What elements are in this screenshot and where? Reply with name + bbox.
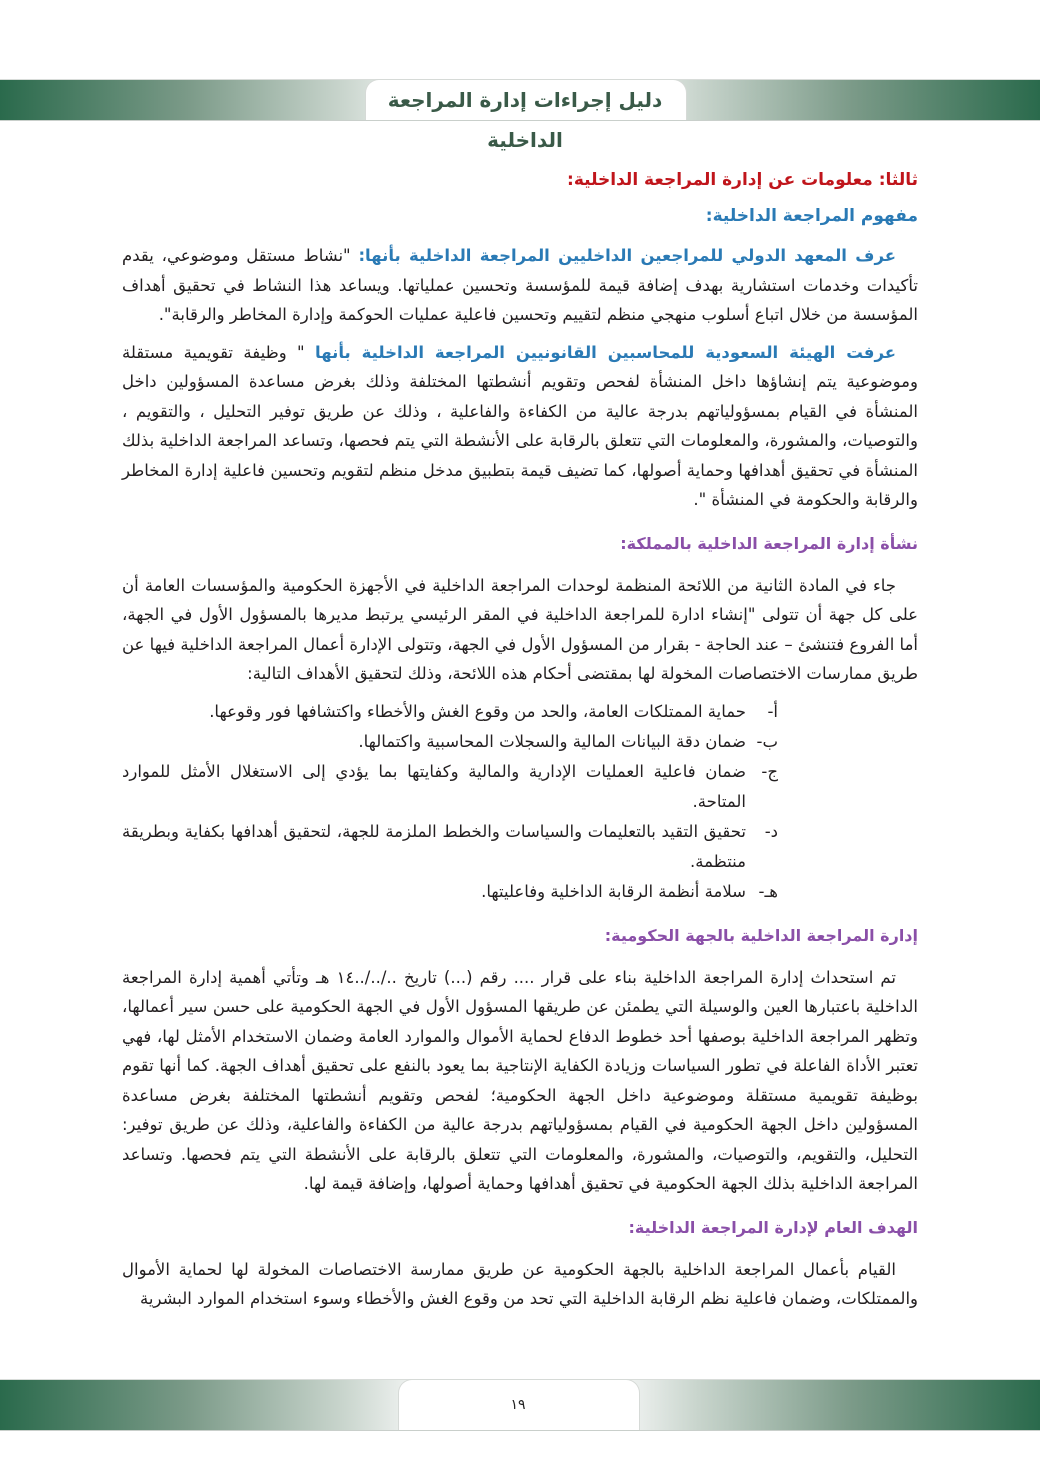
concept-paragraph-2 <box>122 338 918 515</box>
origin-paragraph: جاء في المادة الثانية من اللائحة المنظمة لوحدات المراجعة الداخلية في الأجهزة الحكومية والمؤسسات العامة أن على كل جهة أن تتولى "إنشاء ادارة للمراجعة الداخلية في المقر الرئيسي يرتبط مديرها بالمسؤول الأول في الجهة، أما الفروع فتنشئ – عند الحاجة - بقرار من المسؤول الأول في الجهة، وتتولى الإدارة أعمال المراجعة الداخلية فيها عن طريق ممارسات الاختصاصات المخولة لها بمقتضى أحكام هذه اللائحة، وذلك لتحقيق الأهداف التالية: <box>122 575 918 683</box>
goal-text: ضمان فاعلية العمليات الإدارية والمالية وكفايتها بما يؤدي إلى الاستغلال الأمثل للموارد المتاحة. <box>122 761 746 811</box>
general-goal-paragraph: القيام بأعمال المراجعة الداخلية بالجهة الحكومية عن طريق ممارسة الاختصاصات المخولة لها لحماية الأموال والممتلكات، وضمان فاعلية نظم الرقابة الداخلية التي تحد من وقوع الغش والأخطاء وسوء استخدام الموارد البشرية <box>122 1259 918 1308</box>
page-content <box>122 165 918 1322</box>
concept-paragraph-1 <box>122 241 918 330</box>
iia-definition-lead: عرف المعهد الدولي للمراجعين الداخليين المراجعة الداخلية بأنها: <box>358 246 896 265</box>
goal-text: تحقيق التقيد بالتعليمات والسياسات والخطط الملزمة للجهة، لتحقيق أهدافها بكفاية وبطريقة منتظمة. <box>122 821 746 871</box>
goal-item <box>122 817 778 877</box>
section-title: ثالثا: معلومات عن إدارة المراجعة الداخلية: <box>567 170 918 190</box>
goal-marker: ج- <box>761 761 778 781</box>
goal-marker: أ- <box>767 701 778 721</box>
origin-heading: نشأة إدارة المراجعة الداخلية بالمملكة: <box>620 533 918 553</box>
goal-item <box>122 877 778 907</box>
general-goal-heading: الهدف العام لإدارة المراجعة الداخلية: <box>628 1217 918 1237</box>
socpa-definition-body: " وظيفة تقويمية مستقلة وموضوعية يتم إنشاؤها داخل المنشأة لفحص وتقويم أنشطتها المختلفة وذلك بغرض مساعدة المسؤولين داخل المنشأة في القيام بمسؤولياتهم بدرجة عالية من الكفاءة والفاعلية ، وذلك عن طريق توفير التحليل ، والتقويم ، والتوصيات، والمشورة، والمعلومات التي تتعلق بالرقابة على الأنشطة التي يتم فحصها، وتساعد المراجعة الداخلية بذلك المنشأة في تحقيق أهدافها وحماية أصولها، كما تضيف قيمة بتطبيق مدخل منظم لتقويم وتحسين فاعلية إدارة المخاطر والرقابة والحكومة في المنشأة ". <box>122 342 918 509</box>
goal-marker: هـ- <box>758 881 778 901</box>
gov-entity-paragraph: تم استحداث إدارة المراجعة الداخلية بناء على قرار .... رقم (...) تاريخ ../../..١٤ هـ وتأتي أهمية إدارة المراجعة الداخلية باعتبارها العين والوسيلة التي يطمئن عن طريقها المسؤول الأول في الجهة الحكومية على حسن سير أعمالها، وتظهر المراجعة الداخلية بوصفها أحد خطوط الدفاع لحماية الأموال والموارد العامة وضمان الاستخدام الأمثل لها، فهي تعتبر الأداة الفاعلة في تطور السياسات وزيادة الكفاية الإنتاجية بما يعود بالنفع على تحقيق أهداف الجهة. كما أنها تقوم بوظيفة تقويمية مستقلة وموضوعية داخل الجهة الحكومية؛ لفحص وتقويم أنشطتها المختلفة بغرض مساعدة المسؤولين داخل الجهة الحكومية في القيام بمسؤولياتهم بدرجة عالية من الكفاءة والفاعلية، وذلك عن طريق توفير: التحليل، والتقويم، والتوصيات، والمشورة، والمعلومات التي تتعلق بالرقابة على الأنشطة التي يتم فحصها. وتساعد المراجعة الداخلية بذلك الجهة الحكومية في تحقيق أهدافها وحماية أصولها، وإضافة قيمة لها. <box>122 967 918 1193</box>
goal-text: ضمان دقة البيانات المالية والسجلات المحاسبية واكتمالها. <box>358 731 746 751</box>
goal-text: حماية الممتلكات العامة، والحد من وقوع الغش والأخطاء واكتشافها فور وقوعها. <box>209 701 746 721</box>
goal-item <box>122 697 778 727</box>
iia-definition-body: "نشاط مستقل وموضوعي، يقدم تأكيدات وخدمات استشارية بهدف إضافة قيمة للمؤسسة وتحسين عملياتها. ويساعد هذا النشاط في تحقيق أهداف المؤسسة من خلال اتباع أسلوب منهجي منظم لتقييم وتحسين فاعلية عمليات الحوكمة وإدارة المخاطر والرقابة". <box>122 246 918 324</box>
goal-marker: ب- <box>756 731 778 751</box>
goal-item <box>122 757 778 817</box>
socpa-definition-lead: عرفت الهيئة السعودية للمحاسبين القانونيين المراجعة الداخلية بأنها <box>315 342 897 362</box>
goal-text: سلامة أنظمة الرقابة الداخلية وفاعليتها. <box>481 881 746 901</box>
goal-item <box>122 727 778 757</box>
goal-marker: د- <box>764 821 778 841</box>
gov-entity-heading: إدارة المراجعة الداخلية بالجهة الحكومية: <box>604 925 918 945</box>
header-band <box>0 79 1040 152</box>
page-number: ١٩ <box>510 1397 526 1413</box>
goals-list <box>122 697 918 907</box>
document-title: دليل إجراءات إدارة المراجعة الداخلية <box>387 88 663 152</box>
footer-band <box>0 1379 1040 1431</box>
concept-heading: مفهوم المراجعة الداخلية: <box>705 206 918 226</box>
